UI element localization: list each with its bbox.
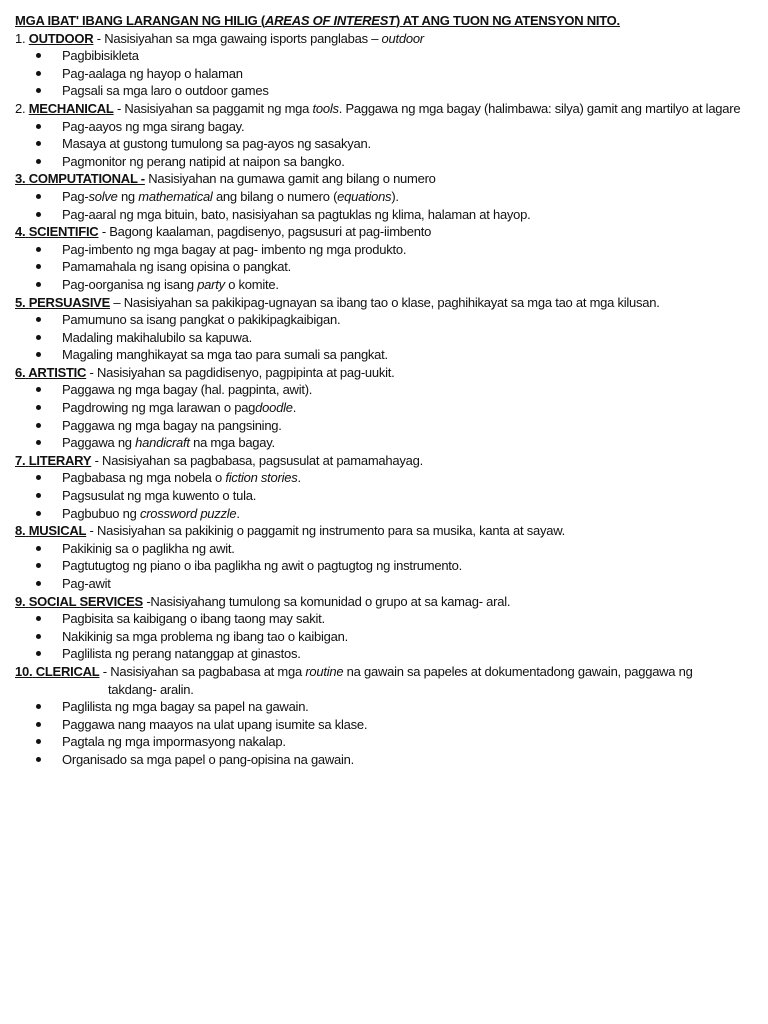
list-item: Pagbisita sa kaibigang o ibang taong may sakit. [15,610,760,628]
list-item: Pag-awit [15,575,760,593]
category-heading: 10. CLERICAL [15,663,100,679]
list-item: Nakikinig sa mga problema ng ibang tao o kaibigan. [15,628,760,646]
category-social-services: 9. SOCIAL SERVICES -Nasisiyahang tumulong sa komunidad o grupo at sa kamag- aral. [15,593,511,609]
list-item: Pag-aalaga ng hayop o halaman [15,65,760,83]
category-artistic-list [15,381,760,451]
category-scientific: 4. SCIENTIFIC - Bagong kaalaman, pagdisenyo, pagsusuri at pag-iimbento [15,224,432,240]
category-clerical: 10. CLERICAL - Nasisiyahan sa pagbabasa at mga routine na gawain sa papeles at dokumentadong gawain, paggawa ng [15,663,693,679]
list-item: Pag-aayos ng mga sirang bagay. [15,118,760,136]
list-item: Paggawa ng handicraft na mga bagay. [15,434,760,452]
category-computational-list [15,188,760,223]
category-literary-list [15,469,760,522]
list-item: Pagbabasa ng mga nobela o fiction stories. [15,469,760,487]
category-heading: 5. PERSUASIVE [15,294,111,310]
list-item: Paglilista ng mga bagay sa papel na gawain. [15,698,760,716]
list-item: Pag-solve ng mathematical ang bilang o numero (equations). [15,188,760,206]
category-outdoor-list [15,47,760,100]
list-item: Pagmonitor ng perang natipid at naipon sa bangko. [15,153,760,171]
list-item: Pagtutugtog ng piano o iba paglikha ng awit o pagtugtog ng instrumento. [15,557,760,575]
category-social-services-list [15,610,760,663]
category-heading: 8. MUSICAL [15,523,87,539]
category-heading: 9. SOCIAL SERVICES [15,593,143,609]
list-item: Pakikinig sa o paglikha ng awit. [15,540,760,558]
category-mechanical: 2. MECHANICAL - Nasisiyahan sa paggamit ng mga tools. Paggawa ng mga bagay (halimbawa: silya) gamit ang martilyo at lagare [15,100,741,116]
category-musical: 8. MUSICAL - Nasisiyahan sa pakikinig o paggamit ng instrumento para sa musika, kanta at sayaw. [15,523,565,539]
category-heading: 6. ARTISTIC [15,364,87,380]
list-item: Organisado sa mga papel o pang-opisina na gawain. [15,751,760,769]
category-computational: 3. COMPUTATIONAL - Nasisiyahan na gumawa gamit ang bilang o numero [15,171,436,187]
list-item: Magaling manghikayat sa mga tao para sumali sa pangkat. [15,346,760,364]
list-item: Paggawa nang maayos na ulat upang isumite sa klase. [15,716,760,734]
category-heading: 4. SCIENTIFIC [15,224,99,240]
category-clerical-list [15,698,760,768]
list-item: Pag-oorganisa ng isang party o komite. [15,276,760,294]
list-item: Pagbibisikleta [15,47,760,65]
list-item: Pag-imbento ng mga bagay at pag- imbento ng mga produkto. [15,241,760,259]
list-item: Pag-aaral ng mga bituin, bato, nasisiyahan sa pagtuklas ng klima, halaman at hayop. [15,206,760,224]
category-clerical-continuation: takdang- aralin. [108,681,194,697]
category-heading: MECHANICAL [28,100,114,116]
category-heading: 3. COMPUTATIONAL - [15,171,145,187]
category-literary: 7. LITERARY - Nasisiyahan sa pagbabasa, pagsusulat at pamamahayag. [15,452,423,468]
list-item: Pamumuno sa isang pangkat o pakikipagkaibigan. [15,311,760,329]
list-item: Pagdrowing ng mga larawan o pagdoodle. [15,399,760,417]
list-item: Pagtala ng mga impormasyong nakalap. [15,733,760,751]
category-persuasive: 5. PERSUASIVE – Nasisiyahan sa pakikipag-ugnayan sa ibang tao o klase, paghihikayat sa mga tao at mga kilusan. [15,294,660,310]
category-heading: 7. LITERARY [15,452,92,468]
category-mechanical-list [15,118,760,171]
list-item: Madaling makihalubilo sa kapuwa. [15,329,760,347]
category-persuasive-list [15,311,760,364]
category-heading: OUTDOOR [28,30,94,46]
list-item: Pagsusulat ng mga kuwento o tula. [15,487,760,505]
category-outdoor: 1. OUTDOOR - Nasisiyahan sa mga gawaing isports panglabas – outdoor [15,30,424,46]
list-item: Pamamahala ng isang opisina o pangkat. [15,258,760,276]
list-item: Paglilista ng perang natanggap at ginastos. [15,645,760,663]
category-musical-list [15,540,760,593]
list-item: Pagsali sa mga laro o outdoor games [15,82,760,100]
list-item: Pagbubuo ng crossword puzzle. [15,505,760,523]
list-item: Paggawa ng mga bagay (hal. pagpinta, awit). [15,381,760,399]
document-page [15,12,760,769]
category-scientific-list [15,241,760,294]
list-item: Masaya at gustong tumulong sa pag-ayos ng sasakyan. [15,135,760,153]
category-artistic: 6. ARTISTIC - Nasisiyahan sa pagdidisenyo, pagpipinta at pag-uukit. [15,364,395,380]
document-title: MGA IBAT' IBANG LARANGAN NG HILIG (AREAS OF INTEREST) AT ANG TUON NG ATENSYON NITO. [15,13,620,28]
list-item: Paggawa ng mga bagay na pangsining. [15,417,760,435]
